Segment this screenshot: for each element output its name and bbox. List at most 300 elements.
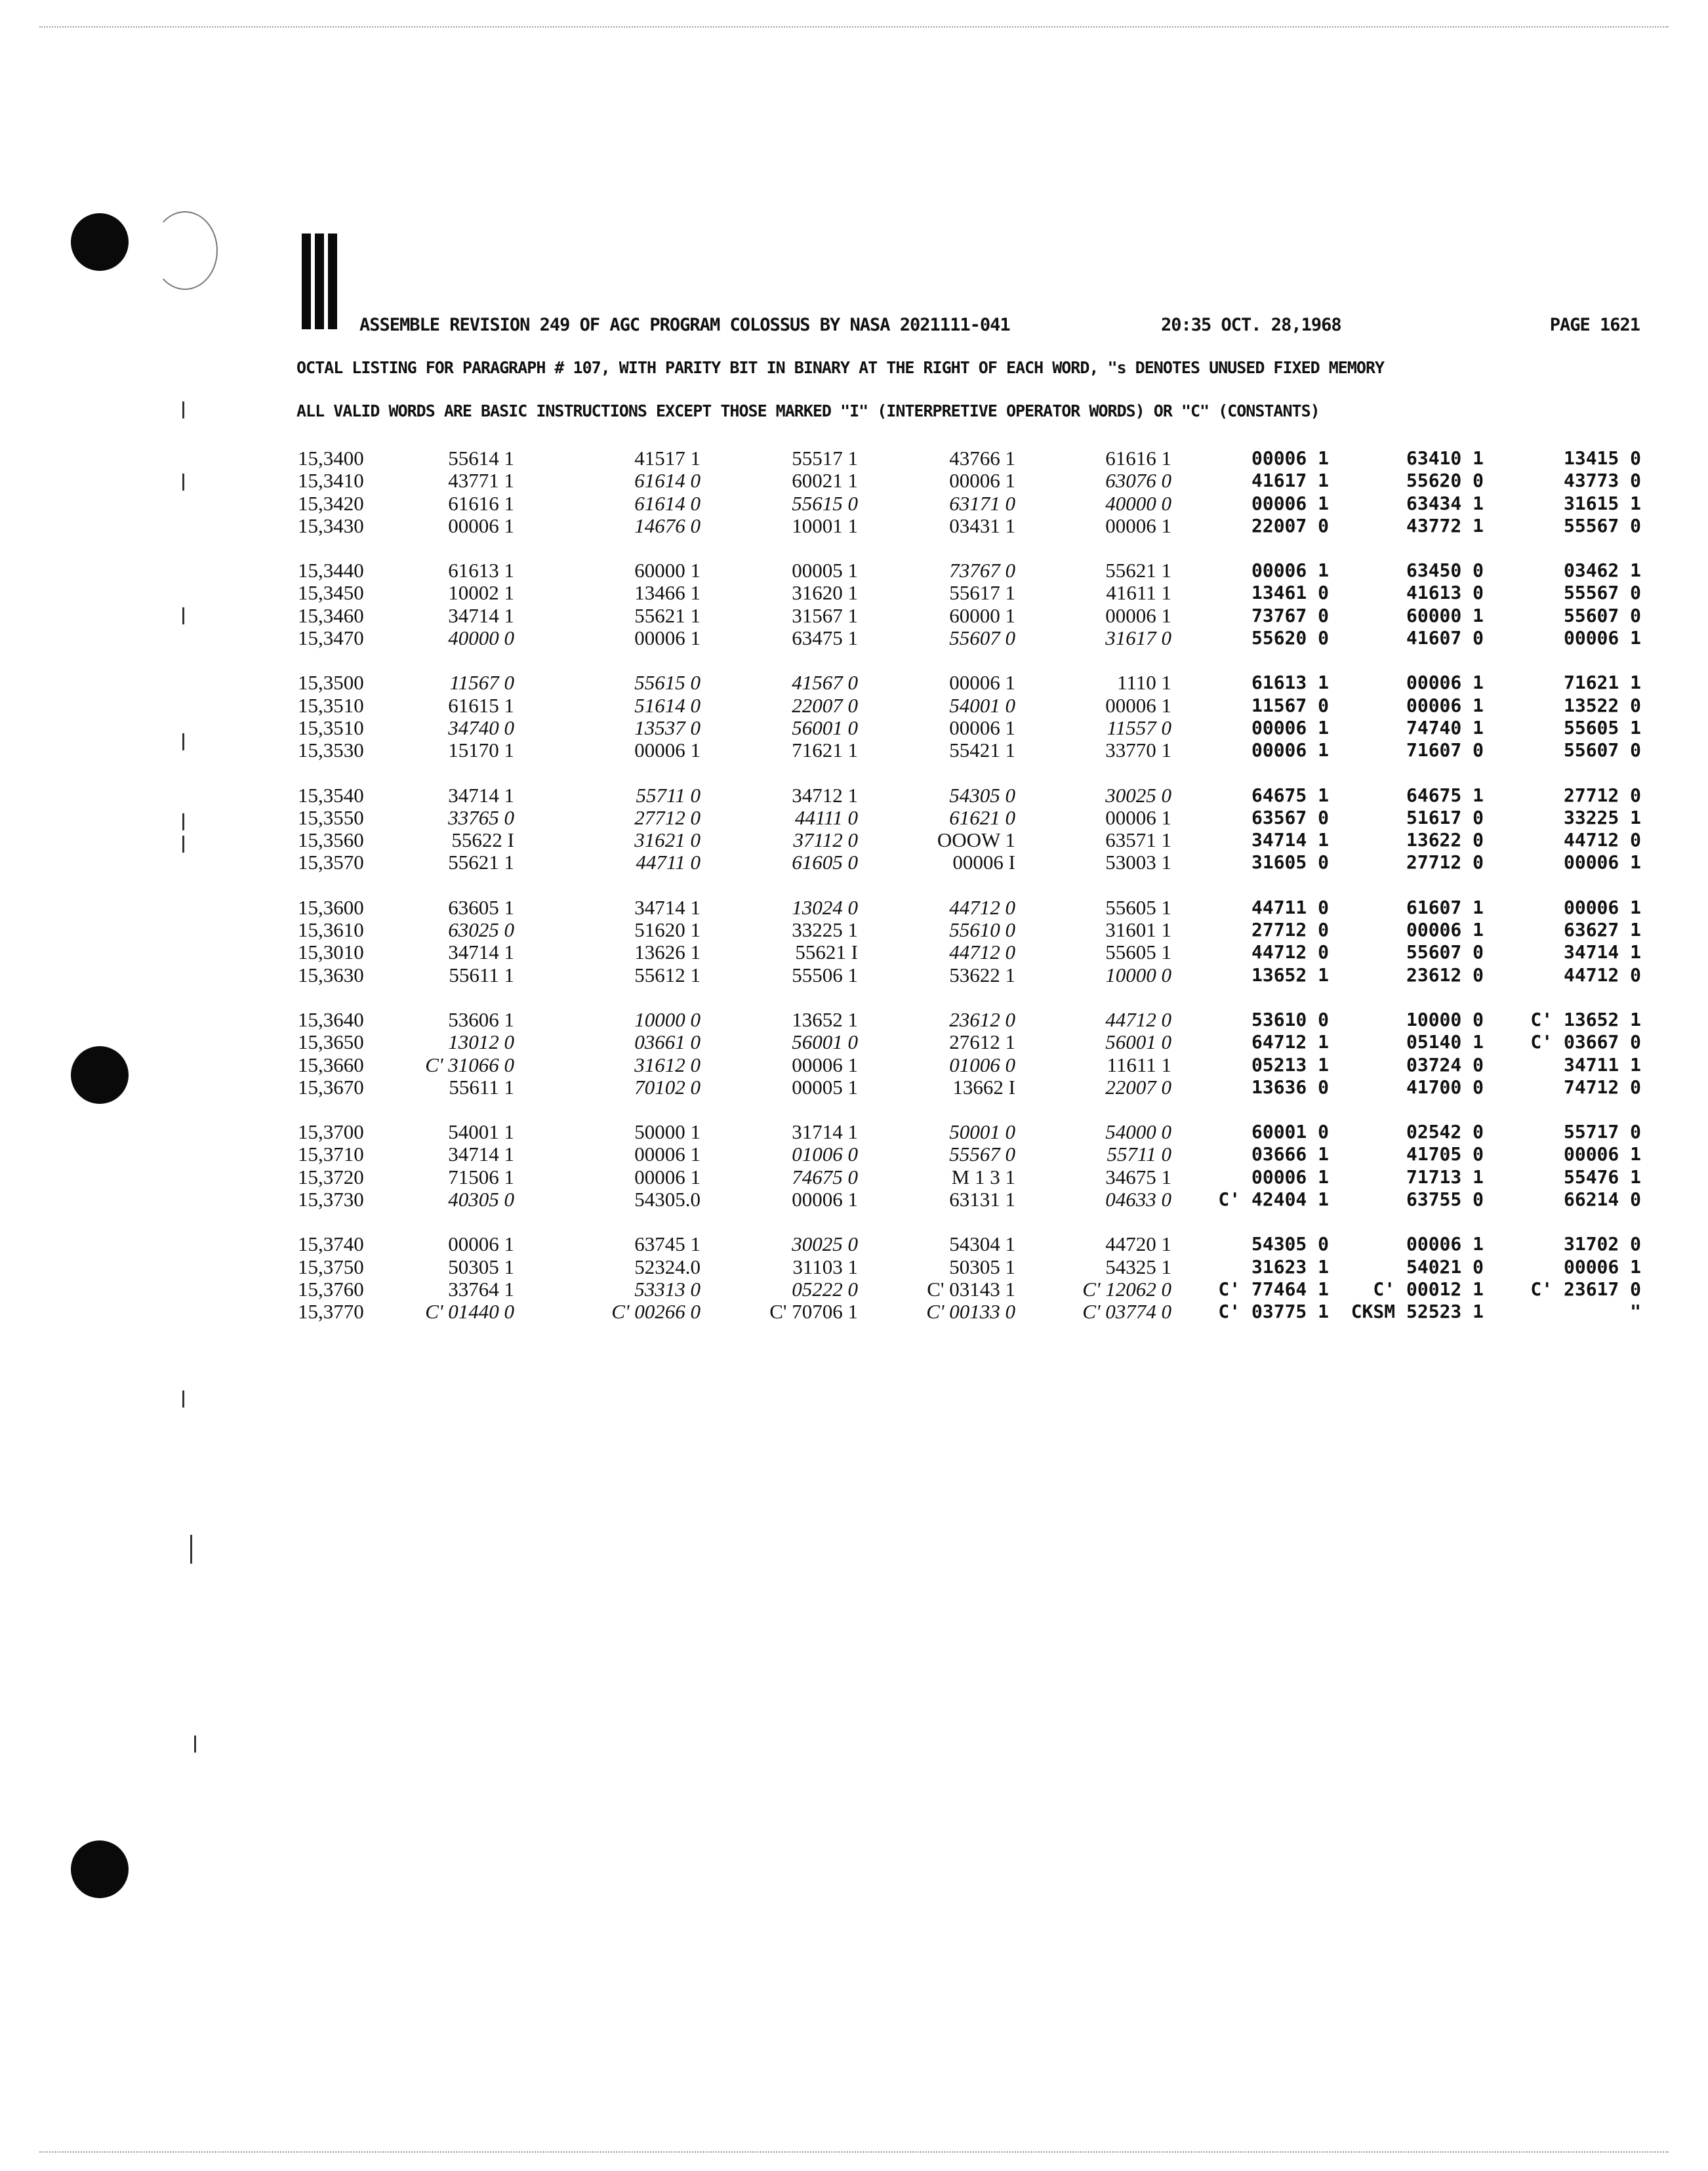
address-cell: 15,3400	[298, 447, 364, 470]
octal-word-cell: 22007 0	[792, 693, 858, 717]
octal-word-cell: 74740 1	[1406, 716, 1484, 739]
octal-word-cell: 41611 1	[1106, 581, 1171, 605]
address-cell: 15,3510	[298, 693, 364, 717]
octal-word-cell: C' 03775 1	[1218, 1301, 1329, 1323]
octal-word-cell: 56001 0	[792, 716, 858, 739]
octal-word-cell: 00006 1	[1251, 739, 1329, 761]
address-cell: 15,3450	[298, 581, 364, 605]
octal-word-cell: 55610 0	[949, 918, 1015, 942]
octal-word-cell: 31617 0	[1105, 626, 1171, 650]
octal-word-cell: 34675 1	[1105, 1165, 1171, 1188]
octal-word-cell: 64675 1	[1251, 784, 1329, 806]
octal-word-cell: 00006 1	[1406, 919, 1484, 941]
octal-word-cell: 13466 1	[634, 581, 701, 605]
octal-word-cell: C' 77464 1	[1218, 1278, 1329, 1300]
header-date: 20:35 OCT. 28,1968	[1161, 315, 1341, 335]
octal-word-cell: 34714 1	[448, 1143, 514, 1166]
table-row	[298, 829, 1649, 851]
table-row	[298, 493, 1649, 515]
octal-word-cell: 00006 1	[1563, 851, 1641, 874]
octal-word-cell: 33765 0	[448, 805, 514, 829]
table-row	[298, 941, 1649, 964]
octal-listing-table	[298, 447, 1649, 1346]
octal-word-cell: 13652 1	[1251, 964, 1329, 986]
octal-word-cell: 41613 0	[1406, 582, 1484, 604]
table-row	[298, 851, 1649, 874]
header-page-number: PAGE 1621	[1549, 315, 1640, 335]
octal-word-cell: 43772 1	[1406, 514, 1484, 537]
octal-word-cell: 13662 I	[952, 1075, 1015, 1099]
octal-word-cell: 55711 0	[636, 783, 701, 807]
octal-word-cell: 00006 1	[1105, 514, 1171, 537]
octal-word-cell: 27612 1	[949, 1030, 1015, 1054]
octal-word-cell: 63131 1	[949, 1188, 1015, 1211]
table-row	[298, 672, 1649, 694]
octal-word-cell: 55612 1	[634, 963, 701, 986]
octal-word-cell: 54305.0	[634, 1188, 701, 1211]
octal-word-cell: 55611 1	[449, 1075, 514, 1099]
octal-word-cell: 53003 1	[1105, 851, 1171, 874]
octal-word-cell: 00005 1	[792, 1075, 858, 1099]
octal-word-cell: 63410 1	[1406, 447, 1484, 469]
octal-word-cell: 53606 1	[448, 1007, 514, 1031]
octal-word-cell: 61616 1	[1105, 447, 1171, 470]
octal-word-cell: 44712 0	[1105, 1007, 1171, 1031]
octal-word-cell: 00006 1	[1251, 716, 1329, 739]
octal-word-cell: 56001 0	[1105, 1030, 1171, 1054]
listing-group	[298, 447, 1649, 537]
address-cell: 15,3740	[298, 1232, 364, 1256]
address-cell: 15,3700	[298, 1120, 364, 1144]
octal-word-cell: 70102 0	[634, 1075, 701, 1099]
octal-word-cell: 61613 1	[1251, 672, 1329, 694]
address-cell: 15,3760	[298, 1277, 364, 1301]
octal-word-cell: 60000 1	[949, 603, 1015, 627]
octal-word-cell: 00006 1	[1251, 492, 1329, 514]
octal-word-cell: 73767 0	[949, 559, 1015, 582]
octal-word-cell: 54305 0	[949, 783, 1015, 807]
octal-word-cell: 63450 0	[1406, 559, 1484, 582]
octal-word-cell: 05140 1	[1406, 1031, 1484, 1053]
octal-word-cell: 53610 0	[1251, 1008, 1329, 1030]
octal-word-cell: 15170 1	[448, 739, 514, 762]
octal-word-cell: 00006 1	[1406, 672, 1484, 694]
octal-word-cell: 54001 0	[949, 693, 1015, 717]
listing-group	[298, 897, 1649, 986]
octal-word-cell: 31615 1	[1563, 492, 1641, 514]
octal-word-cell: 50305 1	[949, 1255, 1015, 1278]
octal-word-cell: 55617 1	[949, 581, 1015, 605]
octal-word-cell: 44711 0	[636, 851, 701, 874]
table-row	[298, 1009, 1649, 1031]
address-cell: 15,3550	[298, 805, 364, 829]
octal-word-cell: 60021 1	[792, 469, 858, 493]
table-row	[298, 1121, 1649, 1143]
listing-group	[298, 1233, 1649, 1323]
margin-mark	[182, 733, 184, 750]
octal-word-cell: 55717 0	[1563, 1121, 1641, 1143]
octal-word-cell: 60000 1	[634, 559, 701, 582]
octal-word-cell: 23612 0	[949, 1007, 1015, 1031]
octal-word-cell: 11611 1	[1107, 1053, 1171, 1076]
octal-word-cell: 55621 1	[448, 851, 514, 874]
octal-word-cell: 33225 1	[792, 918, 858, 942]
octal-word-cell: 34714 1	[448, 783, 514, 807]
address-cell: 15,3470	[298, 626, 364, 650]
octal-word-cell: 55622 I	[451, 828, 514, 852]
octal-word-cell: 05222 0	[792, 1277, 858, 1301]
octal-word-cell: 11557 0	[1107, 716, 1171, 739]
table-row	[298, 1188, 1649, 1211]
octal-word-cell: 13652 1	[792, 1007, 858, 1031]
octal-word-cell: 00006 1	[1406, 694, 1484, 716]
octal-word-cell: 54304 1	[949, 1232, 1015, 1256]
octal-word-cell: 41567 0	[792, 671, 858, 695]
address-cell: 15,3500	[298, 671, 364, 695]
octal-word-cell: 30025 0	[1105, 783, 1171, 807]
margin-mark	[182, 607, 184, 624]
address-cell: 15,3660	[298, 1053, 364, 1076]
margin-mark	[182, 813, 184, 830]
address-cell: 15,3600	[298, 895, 364, 919]
octal-word-cell: 54325 1	[1105, 1255, 1171, 1278]
octal-word-cell: 71607 0	[1406, 739, 1484, 761]
octal-word-cell: 63755 0	[1406, 1188, 1484, 1211]
octal-word-cell: 41700 0	[1406, 1076, 1484, 1098]
octal-word-cell: 71621 1	[1563, 672, 1641, 694]
octal-word-cell: 13522 0	[1563, 694, 1641, 716]
octal-word-cell: 00006 1	[792, 1188, 858, 1211]
octal-word-cell: 34714 1	[448, 603, 514, 627]
octal-word-cell: 31620 1	[792, 581, 858, 605]
octal-word-cell: 55506 1	[792, 963, 858, 986]
octal-word-cell: 13012 0	[448, 1030, 514, 1054]
octal-word-cell: 54021 0	[1406, 1255, 1484, 1278]
octal-word-cell: 50305 1	[448, 1255, 514, 1278]
octal-word-cell: 44712 0	[1563, 829, 1641, 851]
octal-word-cell: 10000 0	[634, 1007, 701, 1031]
address-cell: 15,3650	[298, 1030, 364, 1054]
octal-word-cell: 10000 0	[1406, 1008, 1484, 1030]
header-listing-description: OCTAL LISTING FOR PARAGRAPH # 107, WITH PARITY BIT IN BINARY AT THE RIGHT OF EACH WORD, "s DENOTES UNUSED FIXED MEMORY	[296, 358, 1385, 377]
octal-word-cell: 00006 1	[1563, 1143, 1641, 1166]
octal-word-cell: 03724 0	[1406, 1053, 1484, 1076]
octal-word-cell: 10002 1	[448, 581, 514, 605]
octal-word-cell: 44720 1	[1105, 1232, 1171, 1256]
address-cell: 15,3630	[298, 963, 364, 986]
octal-word-cell: 51617 0	[1406, 806, 1484, 828]
octal-word-cell: 31623 1	[1251, 1255, 1329, 1278]
table-row	[298, 447, 1649, 470]
table-row	[298, 964, 1649, 986]
table-row	[298, 1031, 1649, 1053]
octal-word-cell: 34714 1	[448, 941, 514, 964]
octal-word-cell: 71713 1	[1406, 1166, 1484, 1188]
octal-word-cell: C' 00133 0	[926, 1300, 1015, 1324]
octal-word-cell: 00006 1	[1563, 627, 1641, 649]
octal-word-cell: 50001 0	[949, 1120, 1015, 1144]
table-row	[298, 627, 1649, 649]
table-row	[298, 605, 1649, 627]
octal-word-cell: 00006 1	[1105, 693, 1171, 717]
octal-word-cell: 73767 0	[1251, 604, 1329, 626]
margin-mark	[182, 474, 184, 491]
octal-word-cell: 55607 0	[1563, 739, 1641, 761]
octal-word-cell: 56001 0	[792, 1030, 858, 1054]
table-row	[298, 897, 1649, 919]
octal-word-cell: 33225 1	[1563, 806, 1641, 828]
octal-word-cell: 63571 1	[1105, 828, 1171, 852]
octal-word-cell: 55567 0	[1563, 514, 1641, 537]
octal-word-cell: 02542 0	[1406, 1121, 1484, 1143]
octal-word-cell: 55421 1	[949, 739, 1015, 762]
octal-word-cell: 31601 1	[1105, 918, 1171, 942]
octal-word-cell: 00005 1	[792, 559, 858, 582]
octal-word-cell: 13461 0	[1251, 582, 1329, 604]
octal-word-cell: 44712 0	[949, 941, 1015, 964]
octal-word-cell: 00006 1	[1251, 447, 1329, 469]
octal-word-cell: 61605 0	[792, 851, 858, 874]
octal-word-cell: C' 12062 0	[1082, 1277, 1171, 1301]
octal-word-cell: 61607 1	[1406, 896, 1484, 918]
octal-word-cell: 01006 0	[949, 1053, 1015, 1076]
octal-word-cell: 54305 0	[1251, 1233, 1329, 1255]
octal-word-cell: 61614 0	[634, 469, 701, 493]
octal-word-cell: 66214 0	[1563, 1188, 1641, 1211]
octal-word-cell: 22007 0	[1105, 1075, 1171, 1099]
octal-word-cell: C' 01440 0	[425, 1300, 514, 1324]
table-row	[298, 1054, 1649, 1076]
octal-word-cell: 55605 1	[1105, 941, 1171, 964]
octal-word-cell: 00006 1	[1251, 559, 1329, 582]
address-cell: 15,3530	[298, 739, 364, 762]
octal-word-cell: 55567 0	[949, 1143, 1015, 1166]
octal-word-cell: 60000 1	[1406, 604, 1484, 626]
address-cell: 15,3510	[298, 716, 364, 739]
octal-word-cell: 55620 0	[1406, 470, 1484, 492]
octal-word-cell: 00006 1	[448, 1232, 514, 1256]
octal-word-cell: 33770 1	[1105, 739, 1171, 762]
octal-word-cell: 03666 1	[1251, 1143, 1329, 1166]
octal-word-cell: 34714 1	[1563, 941, 1641, 964]
header-legend: ALL VALID WORDS ARE BASIC INSTRUCTIONS EXCEPT THOSE MARKED "I" (INTERPRETIVE OPERATOR WORDS) OR "C" (CONSTANTS)	[296, 401, 1320, 420]
header-title: ASSEMBLE REVISION 249 OF AGC PROGRAM COLOSSUS BY NASA 2021111-041	[359, 315, 1010, 335]
octal-word-cell: C' 00012 1	[1373, 1278, 1484, 1300]
octal-word-cell: 55605 1	[1563, 716, 1641, 739]
octal-word-cell: 61615 1	[448, 693, 514, 717]
octal-word-cell: 22007 0	[1251, 514, 1329, 537]
octal-word-cell: 31702 0	[1563, 1233, 1641, 1255]
address-cell: 15,3420	[298, 491, 364, 515]
octal-word-cell: 00006 1	[634, 1165, 701, 1188]
octal-word-cell: 63605 1	[448, 895, 514, 919]
octal-word-cell: 41617 1	[1251, 470, 1329, 492]
octal-word-cell: 03661 0	[634, 1030, 701, 1054]
octal-word-cell: C' 70706 1	[769, 1300, 858, 1324]
octal-word-cell: 40000 0	[1105, 491, 1171, 515]
octal-word-cell: 00006 1	[1406, 1233, 1484, 1255]
octal-word-cell: 00006 1	[1251, 1166, 1329, 1188]
octal-word-cell: 00006 1	[792, 1053, 858, 1076]
octal-word-cell: 27712 0	[1563, 784, 1641, 806]
octal-word-cell: 27712 0	[1406, 851, 1484, 874]
address-cell: 15,3010	[298, 941, 364, 964]
binder-hole-bottom	[71, 1840, 129, 1898]
margin-mark	[190, 1535, 192, 1564]
octal-word-cell: 03431 1	[949, 514, 1015, 537]
octal-word-cell: 34714 1	[634, 895, 701, 919]
address-cell: 15,3640	[298, 1007, 364, 1031]
octal-word-cell: 63171 0	[949, 491, 1015, 515]
octal-word-cell: 13626 1	[634, 941, 701, 964]
octal-word-cell: 00006 1	[448, 514, 514, 537]
octal-word-cell: 61613 1	[448, 559, 514, 582]
octal-word-cell: 55621 1	[634, 603, 701, 627]
octal-word-cell: 52324.0	[634, 1255, 701, 1278]
margin-mark	[182, 401, 184, 418]
table-row	[298, 784, 1649, 807]
octal-word-cell: 61621 0	[949, 805, 1015, 829]
octal-word-cell: 55620 0	[1251, 627, 1329, 649]
octal-word-cell: 60001 0	[1251, 1121, 1329, 1143]
octal-word-cell: 33764 1	[448, 1277, 514, 1301]
octal-word-cell: 1110 1	[1117, 671, 1171, 695]
margin-mark	[182, 836, 184, 853]
table-row	[298, 470, 1649, 492]
octal-word-cell: 55614 1	[448, 447, 514, 470]
octal-word-cell: 04633 0	[1105, 1188, 1171, 1211]
octal-word-cell: 10000 0	[1105, 963, 1171, 986]
octal-word-cell: 74712 0	[1563, 1076, 1641, 1098]
address-cell: 15,3710	[298, 1143, 364, 1166]
table-row	[298, 559, 1649, 582]
octal-word-cell: 63627 1	[1563, 919, 1641, 941]
octal-word-cell: 55615 0	[792, 491, 858, 515]
octal-word-cell: C' 13652 1	[1530, 1008, 1641, 1030]
scan-edge-top	[39, 26, 1669, 29]
table-row	[298, 695, 1649, 717]
table-row	[298, 1278, 1649, 1301]
octal-word-cell: 55605 1	[1105, 895, 1171, 919]
table-row	[298, 1301, 1649, 1323]
octal-word-cell: "	[1630, 1301, 1641, 1323]
octal-word-cell: 34740 0	[448, 716, 514, 739]
table-row	[298, 717, 1649, 739]
address-cell: 15,3440	[298, 559, 364, 582]
octal-word-cell: 43771 1	[448, 469, 514, 493]
octal-word-cell: 00006 1	[949, 671, 1015, 695]
octal-word-cell: 44111 0	[794, 805, 858, 829]
octal-word-cell: 10001 1	[792, 514, 858, 537]
octal-word-cell: 11567 0	[449, 671, 514, 695]
octal-word-cell: CKSM 52523 1	[1351, 1301, 1484, 1323]
octal-word-cell: 00006 1	[634, 1143, 701, 1166]
octal-word-cell: 41705 0	[1406, 1143, 1484, 1166]
octal-word-cell: 05213 1	[1251, 1053, 1329, 1076]
octal-word-cell: 31103 1	[792, 1255, 858, 1278]
octal-word-cell: 41517 1	[634, 447, 701, 470]
table-row	[298, 1166, 1649, 1188]
octal-word-cell: OOOW 1	[937, 828, 1015, 852]
listing-group	[298, 1121, 1649, 1211]
octal-word-cell: 63567 0	[1251, 806, 1329, 828]
octal-word-cell: 34712 1	[792, 783, 858, 807]
octal-word-cell: 34711 1	[1563, 1053, 1641, 1076]
binder-hole-middle	[71, 1046, 129, 1104]
octal-word-cell: 64712 1	[1251, 1031, 1329, 1053]
listing-group	[298, 784, 1649, 874]
octal-word-cell: 51614 0	[634, 693, 701, 717]
octal-word-cell: 43766 1	[949, 447, 1015, 470]
octal-word-cell: 00006 1	[1563, 896, 1641, 918]
octal-word-cell: 00006 1	[1563, 1255, 1641, 1278]
table-row	[298, 515, 1649, 537]
octal-word-cell: 11567 0	[1251, 694, 1329, 716]
margin-mark	[194, 1735, 196, 1753]
octal-word-cell: M 1 3 1	[951, 1165, 1015, 1188]
octal-word-cell: 00006 I	[952, 851, 1015, 874]
octal-word-cell: 00006 1	[634, 626, 701, 650]
octal-word-cell: 31612 0	[634, 1053, 701, 1076]
octal-word-cell: 37112 0	[793, 828, 858, 852]
octal-word-cell: C' 03143 1	[927, 1277, 1015, 1301]
octal-word-cell: 55567 0	[1563, 582, 1641, 604]
address-cell: 15,3770	[298, 1300, 364, 1324]
margin-mark	[182, 1390, 184, 1408]
octal-word-cell: 00006 1	[1105, 805, 1171, 829]
table-row	[298, 807, 1649, 829]
table-row	[298, 582, 1649, 604]
octal-word-cell: 55711 0	[1107, 1143, 1171, 1166]
address-cell: 15,3410	[298, 469, 364, 493]
octal-word-cell: 13537 0	[634, 716, 701, 739]
octal-word-cell: 40000 0	[448, 626, 514, 650]
octal-word-cell: 55621 I	[795, 941, 858, 964]
octal-word-cell: 63076 0	[1105, 469, 1171, 493]
binder-hole-ring	[152, 211, 218, 290]
table-row	[298, 1076, 1649, 1099]
address-cell: 15,3730	[298, 1188, 364, 1211]
address-cell: 15,3540	[298, 783, 364, 807]
octal-word-cell: 53313 0	[634, 1277, 701, 1301]
octal-word-cell: 55611 1	[449, 963, 514, 986]
octal-word-cell: 53622 1	[949, 963, 1015, 986]
octal-word-cell: 55476 1	[1563, 1166, 1641, 1188]
listing-group	[298, 672, 1649, 761]
document-barcode	[302, 233, 337, 329]
scan-edge-bottom	[39, 2151, 1669, 2154]
octal-word-cell: 00006 1	[1105, 603, 1171, 627]
octal-word-cell: 74675 0	[792, 1165, 858, 1188]
octal-word-cell: 41607 0	[1406, 627, 1484, 649]
address-cell: 15,3570	[298, 851, 364, 874]
octal-word-cell: C' 03667 0	[1530, 1031, 1641, 1053]
octal-word-cell: 13415 0	[1563, 447, 1641, 469]
address-cell: 15,3670	[298, 1075, 364, 1099]
octal-word-cell: 55607 0	[1406, 941, 1484, 964]
octal-word-cell: C' 03774 0	[1082, 1300, 1171, 1324]
octal-word-cell: 63745 1	[634, 1232, 701, 1256]
table-row	[298, 919, 1649, 941]
address-cell: 15,3720	[298, 1165, 364, 1188]
octal-word-cell: 34714 1	[1251, 829, 1329, 851]
octal-word-cell: 71506 1	[448, 1165, 514, 1188]
octal-word-cell: 03462 1	[1563, 559, 1641, 582]
octal-word-cell: 13636 0	[1251, 1076, 1329, 1098]
octal-word-cell: C' 31066 0	[425, 1053, 514, 1076]
octal-word-cell: 51620 1	[634, 918, 701, 942]
octal-word-cell: 63475 1	[792, 626, 858, 650]
